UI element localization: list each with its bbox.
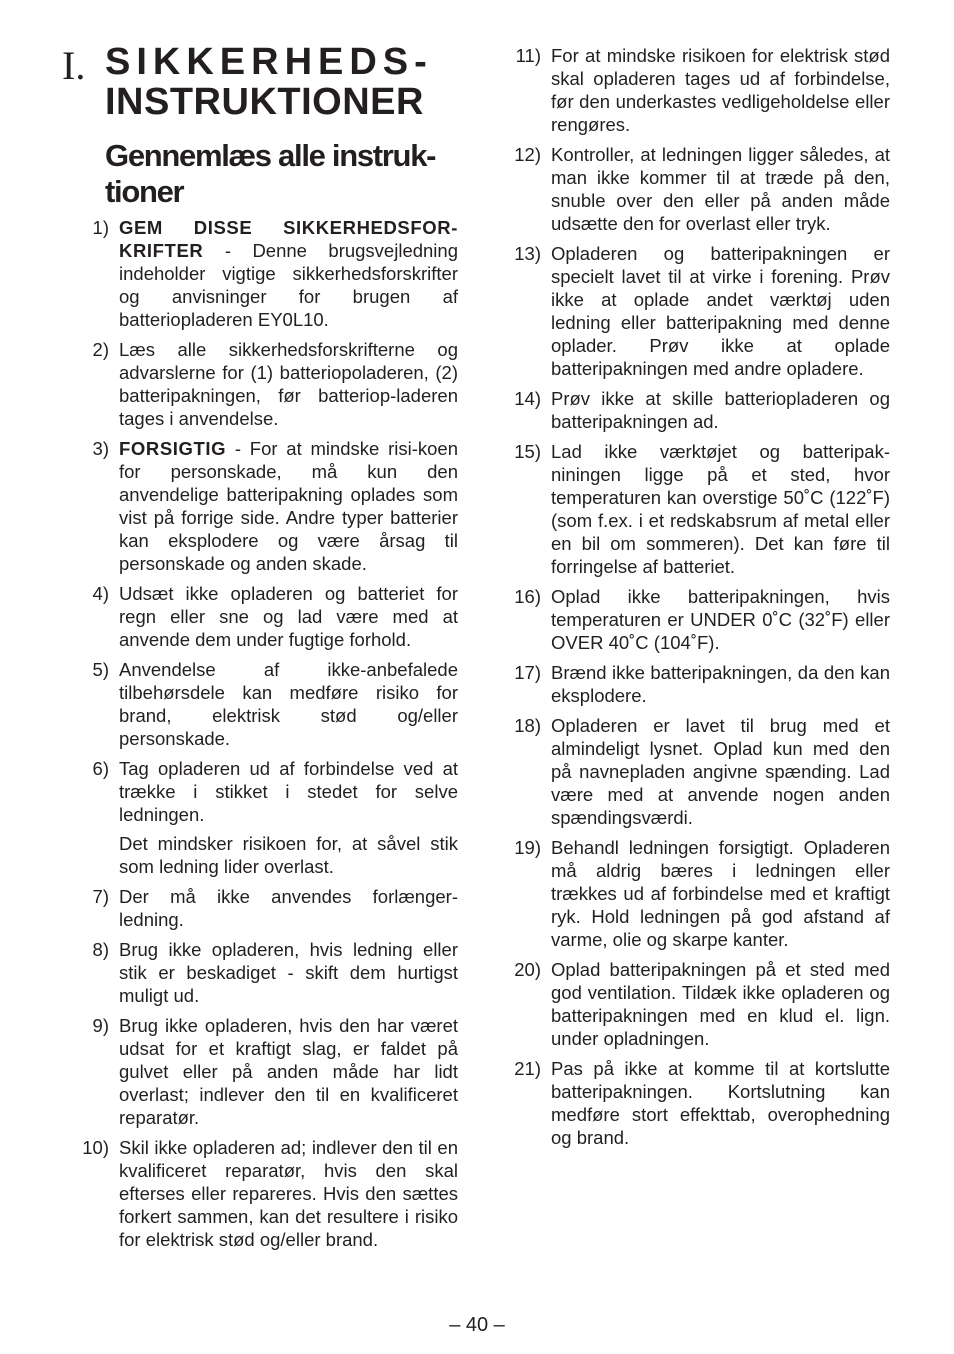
- instruction-item: [508, 714, 890, 829]
- item-note: Det mindsker risikoen for, at såvel stik som ledning lider overlast.: [119, 833, 458, 877]
- item-text: [551, 714, 890, 829]
- instruction-item: [508, 585, 890, 654]
- item-text: [119, 582, 458, 651]
- item-number: 2): [92, 339, 109, 360]
- item-paragraph: [551, 836, 890, 951]
- item-body-text: Opladeren og batteripakningen er specielt lavet til at virke i forening. Prøv ikke at oplade andet værktøj uden ledning eller batteripakning med denne oplader. Prøv ikke at oplade batteripakningen med andre opladere.: [551, 243, 890, 379]
- item-paragraph: [119, 757, 458, 826]
- instruction-item: [508, 836, 890, 951]
- item-text: [119, 658, 458, 750]
- item-number: 8): [92, 939, 109, 960]
- item-paragraph: [551, 661, 890, 707]
- item-text: [551, 836, 890, 951]
- item-keyword: GEM DISSE SIKKERHEDSFOR-KRIFTER: [119, 217, 458, 261]
- instruction-list-right: [508, 44, 890, 1149]
- item-paragraph: [551, 440, 890, 578]
- item-body-text: - For at mindske risi-koen for personskade, må kun den anvendelige batteripakning oplades som vist på forrige side. Andre typer batterier kan eksplodere og være årsag til personskade og anden skade.: [119, 438, 458, 574]
- item-paragraph: [119, 338, 458, 430]
- item-body-text: Pas på ikke at komme til at kortslutte batteripakningen. Kortslutning kan medføre stort effekttab, overophedning og brand.: [551, 1058, 890, 1148]
- section-number: I.: [62, 43, 86, 88]
- item-number: 16): [514, 586, 541, 607]
- item-body-text: Prøv ikke at skille batteriopladeren og batteripakningen ad.: [551, 388, 890, 432]
- instruction-item: [62, 216, 458, 331]
- item-body-text: For at mindske risikoen for elektrisk stød skal opladeren tages ud af forbindelse, før den underkastes vedligeholdelse eller rengøres.: [551, 45, 890, 135]
- instruction-item: [62, 757, 458, 878]
- item-number: 19): [514, 837, 541, 858]
- item-text: [551, 44, 890, 136]
- section-title-line1: SIKKERHEDS-: [105, 41, 433, 83]
- item-text: [119, 437, 458, 575]
- section-title: [105, 42, 458, 122]
- instruction-item: [62, 658, 458, 750]
- item-body-text: Tag opladeren ud af forbindelse ved at trække i stikket i stedet for selve ledningen.: [119, 758, 458, 825]
- item-paragraph: [119, 658, 458, 750]
- item-text: [119, 216, 458, 331]
- item-paragraph: [119, 216, 458, 331]
- instruction-item: [62, 1136, 458, 1251]
- item-body-text: Oplad batteripakningen på et sted med god ventilation. Tildæk ikke opladeren og batteripakningen med en klud el. lign. under opladningen.: [551, 959, 890, 1049]
- instruction-item: [508, 143, 890, 235]
- item-number: 5): [92, 659, 109, 680]
- item-text: [551, 585, 890, 654]
- item-text: [551, 242, 890, 380]
- item-number: 17): [514, 662, 541, 683]
- item-paragraph: [119, 938, 458, 1007]
- instruction-item: [508, 958, 890, 1050]
- item-number: 7): [92, 886, 109, 907]
- item-body-text: Anvendelse af ikke-anbefalede tilbehørsdele kan medføre risiko for brand, elektrisk stød og/eller personskade.: [119, 659, 458, 749]
- item-paragraph: [119, 1014, 458, 1129]
- item-number: 21): [514, 1058, 541, 1079]
- item-text: [551, 440, 890, 578]
- item-body-text: Brug ikke opladeren, hvis den har været udsat for et kraftigt slag, er faldet på gulvet eller på anden måde har lidt overlast; indlever den til en kvalificeret reparatør.: [119, 1015, 458, 1128]
- item-body-text: Læs alle sikkerhedsforskrifterne og advarslerne for (1) batteriopoladeren, (2) batteripakningen, før batteriop-laderen tages i anvendelse.: [119, 339, 458, 429]
- item-number: 15): [514, 441, 541, 462]
- item-text: [551, 387, 890, 433]
- left-column: [62, 0, 458, 1258]
- item-number: 20): [514, 959, 541, 980]
- item-number: 9): [92, 1015, 109, 1036]
- item-paragraph: [119, 1136, 458, 1251]
- item-paragraph: [551, 1057, 890, 1149]
- item-body-text: Behandl ledningen forsigtigt. Opladeren må aldrig bæres i ledningen eller trækkes ud af forbindelse med et kraftigt ryk. Hold ledningen på god afstand af varme, olie og skarpe kanter.: [551, 837, 890, 950]
- item-paragraph: [551, 242, 890, 380]
- item-body-text: Udsæt ikke opladeren og batteriet for regn eller sne og lad være med at anvende dem under fugtige forhold.: [119, 583, 458, 650]
- instruction-item: [508, 661, 890, 707]
- instruction-item: [62, 938, 458, 1007]
- item-body-text: - Denne brugsvejledning indeholder vigtige sikkerhedsforskrifter og anvisninger for brugen af batteriopladeren EY0L10.: [119, 240, 458, 330]
- item-number: 3): [92, 438, 109, 459]
- item-number: 6): [92, 758, 109, 779]
- item-text: [119, 1136, 458, 1251]
- item-body-text: Skil ikke opladeren ad; indlever den til en kvalificeret reparatør, hvis den skal efterses eller repareres. Hvis den sættes forkert sammen, kan det resultere i risiko for elektrisk stød og/eller brand.: [119, 1137, 458, 1250]
- instruction-item: [62, 1014, 458, 1129]
- item-body-text: Der må ikke anvendes forlænger-ledning.: [119, 886, 458, 930]
- item-paragraph: [551, 714, 890, 829]
- item-text: [551, 143, 890, 235]
- instruction-item: [62, 437, 458, 575]
- instruction-item: [62, 582, 458, 651]
- section-heading: [62, 42, 458, 210]
- instruction-item: [62, 338, 458, 430]
- instruction-item: [508, 1057, 890, 1149]
- item-text: [119, 1014, 458, 1129]
- page-number: – 40 –: [449, 1314, 505, 1336]
- item-paragraph: [551, 958, 890, 1050]
- item-number: 12): [514, 144, 541, 165]
- item-text: [119, 938, 458, 1007]
- instruction-item: [508, 440, 890, 578]
- item-keyword: FORSIGTIG: [119, 438, 227, 459]
- instruction-item: [508, 387, 890, 433]
- item-body-text: Brug ikke opladeren, hvis ledning eller stik er beskadiget - skift dem hurtigst muligt ud.: [119, 939, 458, 1006]
- section-title-line2: INSTRUKTIONER: [105, 81, 424, 123]
- item-body-text: Brænd ikke batteripakningen, da den kan eksplodere.: [551, 662, 890, 706]
- item-text: [119, 757, 458, 878]
- item-text: [119, 885, 458, 931]
- section-subtitle: Gennemlæs alle instruk-tioner: [105, 138, 436, 209]
- item-number: 10): [82, 1137, 109, 1158]
- right-column: [508, 44, 890, 1156]
- item-body-text: Oplad ikke batteripakningen, hvis temperaturen er UNDER 0˚C (32˚F) eller OVER 40˚C (104˚F).: [551, 586, 890, 653]
- item-number: 1): [92, 217, 109, 238]
- item-paragraph: [119, 582, 458, 651]
- instruction-item: [62, 885, 458, 931]
- item-number: 4): [92, 583, 109, 604]
- item-text: [551, 661, 890, 707]
- item-paragraph: [119, 885, 458, 931]
- item-paragraph: [551, 387, 890, 433]
- item-paragraph: [551, 585, 890, 654]
- item-body-text: Kontroller, at ledningen ligger således, at man ikke kommer til at træde på den, snuble over den eller på anden måde udsætte den for overlast eller tryk.: [551, 144, 890, 234]
- instruction-list-left: [62, 216, 458, 1251]
- item-number: 14): [514, 388, 541, 409]
- item-body-text: Lad ikke værktøjet og batteripak-niningen ligge på et sted, hvor temperaturen kan overstige 50˚C (122˚F) (som f.ex. i et redskabsrum af metal eller en bil om sommeren). Det kan føre til forringelse af batteriet.: [551, 441, 890, 577]
- item-text: [551, 958, 890, 1050]
- instruction-item: [508, 242, 890, 380]
- item-body-text: Opladeren er lavet til brug med et almindeligt lysnet. Oplad kun med den på navnepladen angivne spænding. Lad være med at anvende nogen anden spændingsværdi.: [551, 715, 890, 828]
- item-number: 18): [514, 715, 541, 736]
- item-text: [119, 338, 458, 430]
- item-number: 11): [515, 45, 541, 66]
- item-number: 13): [514, 243, 541, 264]
- item-paragraph: [551, 143, 890, 235]
- item-text: [551, 1057, 890, 1149]
- item-paragraph: [119, 437, 458, 575]
- item-paragraph: [551, 44, 890, 136]
- instruction-item: [508, 44, 890, 136]
